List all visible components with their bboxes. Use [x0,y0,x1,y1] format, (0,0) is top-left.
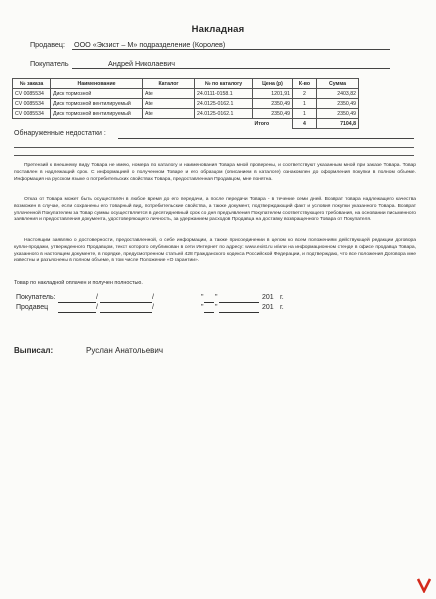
sig-buyer-line-2 [100,302,152,303]
cell-qty: 1 [293,99,317,109]
total-qty: 4 [293,119,317,129]
sig-buyer-label: Покупатель: [16,294,56,301]
date-close-quote: " [215,294,218,301]
cell-price: 1201,91 [253,89,293,99]
cell-price: 2350,49 [253,99,293,109]
cell-name: Диск тормозной [51,89,143,99]
document-title: Накладная [191,24,245,35]
header-price: Цена (р) [253,79,293,89]
date2-close-quote: " [215,304,218,311]
total-sum: 7104,8 [317,119,359,129]
sig-buyer-line-1 [58,302,96,303]
cell-catalog: Ate [143,99,195,109]
sig-seller-slash-2: / [152,304,154,311]
table-row [13,109,359,119]
paid-note: Товар по накладной оплачен и получен полностью. [14,280,143,286]
date-year-suffix: г. [280,294,284,301]
cell-catalog: Ate [143,109,195,119]
header-name: Наименование [51,79,143,89]
cell-qty: 1 [293,109,317,119]
sig-buyer-slash-1: / [96,294,98,301]
cell-sum: 2350,49 [317,99,359,109]
seller-underline [72,49,390,50]
date-open-quote: " [201,294,204,301]
v-logo-graphic [417,577,431,593]
cell-catalog-no: 24.0125-0162.1 [195,109,253,119]
sig-seller-line-2 [100,312,152,313]
total-label: Итого [254,120,270,127]
sig-seller-line-1 [58,312,96,313]
cell-catalog-no: 24.0125-0162.1 [195,99,253,109]
header-qty: К-во [293,79,317,89]
date2-day-line [204,312,214,313]
sig-seller-label: Продавец [16,304,49,311]
date-year: 201 [262,294,274,301]
agreement-paragraph: Настоящим заявляю о достоверности, предоставленной, о себе информации, а также присоединении в целом ко всем положениям действующей редакции договора купли-продажи, утвержденного Продавцом, текст которого опубликован в сети Интернет по адресу: www.exist.ru и/или на информационном стенде в офисе продавца Товара, указанного в настоящем документе, в порядке, предусмотренном статьей 428 Гражданского кодекса Российской Федерации, и подтверждаю, что все положения Договора мне известны и разъяснены в полном объеме, в том числе Положение «О гарантии». [14,238,416,264]
date2-year: 201 [262,304,274,311]
date-month-line [219,302,259,303]
seller-value: ООО «Экзист – М» подразделение (Королев) [74,40,226,49]
cell-catalog-no: 24.0111-0158.1 [195,89,253,99]
date2-year-suffix: г. [280,304,284,311]
claims-paragraph: Претензий к внешнему виду Товара не имею, номера по каталогу и наименования Товара мной проверены, и соответствуют указанным мной при заказе Товара. Товар поставлен в надлежащий срок. С информацией о полученном Товаре и его образцом (описанием в каталоге) ознакомлен до оформления покупки в полном объеме. Информация на русском языке о потребительских свойствах Товара, предоставленная Продавцом, мне понятна. [14,163,416,182]
v-logo-icon [417,577,431,598]
buyer-label: Покупатель [30,59,69,68]
issued-label: Выписал: [14,346,54,355]
issued-name: Руслан Анатольевич [86,346,164,355]
sig-seller-slash-1: / [96,304,98,311]
defects-label: Обнаруженные недостатки : [14,130,106,137]
header-order-no: № заказа [13,79,51,89]
defects-line-3 [14,155,414,156]
cell-sum: 2403,82 [317,89,359,99]
cell-catalog: Ate [143,89,195,99]
cell-order-no: CV 0085534 [13,109,51,119]
table-row [13,99,359,109]
cell-qty: 2 [293,89,317,99]
defects-line-2 [14,147,414,148]
header-catalog: Каталог [143,79,195,89]
defects-line-1 [118,138,414,139]
cell-order-no: CV 0085534 [13,99,51,109]
items-table [12,78,359,129]
cell-name: Диск тормозной вентилируемый [51,109,143,119]
date-day-line [204,302,214,303]
header-catalog-no: № по каталогу [195,79,253,89]
cell-name: Диск тормозной вентилируемый [51,99,143,109]
table-total-row [13,119,359,129]
date2-month-line [219,312,259,313]
buyer-value: Андрей Николаевич [108,59,176,68]
sig-buyer-slash-2: / [152,294,154,301]
buyer-underline [72,68,390,69]
return-paragraph: Отказ от Товара может быть осуществлён в любое время до его передачи, а после передачи Товара - в течение семи дней. Возврат товара надлежащего качества возможен в случае, если сохранены его товарный вид, потребительские свойства, а также документ, подтверждающий факт и условия покупки указанного Товара. Возврат уплаченной Покупателем за Товар суммы осуществляется в десятидневный срок со дня предъявления Покупателем соответствующего требования, на основании письменного заявления и предоставления документа, удостоверяющего личность, за удержанием расходов Продавца на доставку возвращенного Товара от Покупателя. [14,197,416,223]
seller-label: Продавец: [30,40,66,49]
date2-open-quote: " [201,304,204,311]
table-header-row [13,79,359,89]
table-row [13,89,359,99]
cell-price: 2350,49 [253,109,293,119]
header-sum: Сумма [317,79,359,89]
cell-sum: 2350,49 [317,109,359,119]
cell-order-no: CV 0085534 [13,89,51,99]
